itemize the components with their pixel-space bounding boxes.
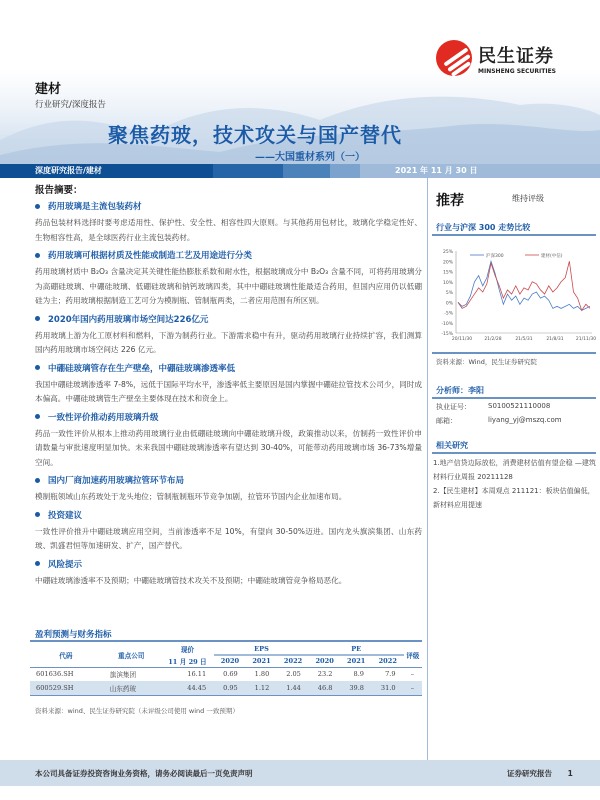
x-tick-label: 20/11/30 (451, 337, 473, 342)
cert-number: S0100521110008 (488, 402, 551, 410)
forecast-table (30, 643, 422, 696)
report-type: 行业研究/深度报告 (35, 100, 106, 110)
cell-pe: 31.0 (372, 681, 404, 695)
cell-price: 44.45 (161, 681, 214, 695)
chart-source: 资料来源：Wind，民生证券研究院 (436, 358, 537, 366)
col-year: 2021 (252, 657, 271, 666)
related-title: 相关研究 (436, 441, 468, 450)
table-row (30, 667, 422, 681)
y-tick-label: 15% (442, 270, 453, 276)
y-tick-label: 20% (442, 260, 453, 266)
section-heading (35, 313, 422, 325)
section-heading-text: 药用玻璃可根据材质及性能或制造工艺及用途进行分类 (48, 251, 253, 261)
section-heading-text: 药用玻璃是主流包装药材 (48, 202, 142, 212)
section-body: 一致性评价推升中硼硅玻璃应用空间，当前渗透率不足 10%，有望向 30-50%迈进。国内龙头旗滨集团、山东药玻、凯盛君恒等加速研发、扩产，国产替代。 (35, 526, 422, 550)
email-link[interactable]: liyang_yj@mszq.com (488, 416, 562, 424)
x-tick-label: 21/5/31 (515, 337, 533, 342)
bullet-icon (35, 253, 40, 258)
table-source-note: 资料来源：wind、民生证券研究院（未评级公司使用 wind 一致预期） (35, 707, 239, 715)
summary-sections (35, 200, 422, 592)
col-price: 现价 (180, 646, 195, 654)
y-tick-label: 10% (442, 280, 453, 286)
cell-pe: 7.9 (385, 670, 396, 679)
col-price-date: 11 月 29 日 (168, 657, 207, 666)
cell-code: 600529.SH (30, 681, 102, 695)
analyst-title: 分析师：李阳 (436, 386, 484, 395)
logo-text-en: MINSHENG SECURITIES (478, 67, 556, 75)
col-year: 2022 (283, 657, 303, 666)
section-body: 药品一致性评价从根本上推动药用玻璃行业由低硼硅玻璃向中硼硅玻璃升级，政策推动以来，仿制药一致性评价申请数量与审批速度明显加快。未来我国中硼硅玻璃渗透率有望达到 30-40%，可能带动药用玻璃市场 36-73%增量空间。 (35, 428, 422, 467)
analyst-divider (432, 397, 596, 399)
col-year: 2021 (347, 657, 366, 666)
cell-price: 16.11 (187, 670, 207, 679)
bullet-icon (35, 204, 40, 209)
cell-eps: 1.44 (277, 681, 309, 695)
bullet-icon (35, 478, 40, 483)
logo-text-cn: 民生证券 (478, 45, 554, 67)
cell-code: 601636.SH (36, 670, 74, 679)
cell-eps: 1.80 (254, 670, 270, 679)
forecast-divider (30, 640, 422, 642)
logo-icon (436, 40, 472, 76)
email-row (436, 416, 562, 426)
col-year: 2020 (220, 657, 240, 666)
section-body: 模制瓶领域山东药玻处于龙头地位；管制瓶制瓶环节竞争加剧，拉管环节国内企业加速布局。 (35, 492, 347, 501)
cell-pe: 8.9 (353, 670, 364, 679)
col-year: 2020 (315, 657, 334, 666)
section-heading (35, 362, 422, 374)
x-tick-label: 21/8/31 (546, 337, 564, 342)
y-tick-label: 25% (442, 250, 453, 255)
report-subtitle: ——大国重材系列（一） (255, 152, 365, 163)
cell-eps: 2.05 (286, 670, 301, 679)
x-tick-label: 21/2/28 (484, 337, 502, 342)
summary-section (35, 474, 422, 505)
y-tick-label: 0% (445, 301, 453, 307)
cert-row (436, 402, 550, 412)
footer-label (507, 768, 573, 779)
section-heading-text: 投资建议 (48, 510, 83, 521)
section-heading-text: 中硼硅玻璃管存在生产壁垒，中硼硅玻璃渗透率低 (48, 363, 236, 374)
footer-report-label: 证券研究报告 (507, 769, 552, 778)
section-heading-text: 2020年国内药用玻璃市场空间达226亿元 (48, 314, 209, 325)
y-tick-label: -10% (441, 321, 453, 327)
email-label: 邮箱： (436, 417, 457, 425)
forecast-title: 盈利预测与财务指标 (35, 630, 112, 640)
section-heading-text: 风险提示 (48, 559, 83, 570)
cell-pe: 39.8 (340, 681, 372, 695)
col-code: 代码 (59, 651, 73, 660)
section-body: 药品包装材料选择时要考虑适用性、保护性、安全性、相容性四大原则。与其他药用包材比，玻璃化学稳定性好、生物相容性高，是全球医药行业主流包装药材。 (35, 218, 422, 242)
column-divider (427, 178, 428, 768)
band-report-label: 深度研究报告/建材 (35, 166, 102, 175)
legend-label: 建材(中信) (541, 254, 563, 259)
col-pe: PE (309, 643, 404, 655)
table-row (30, 681, 422, 695)
cert-label: 执业证号： (436, 403, 471, 411)
cell-rating: – (404, 681, 422, 695)
y-tick-label: 5% (445, 291, 453, 296)
cell-company: 旗滨集团 (109, 671, 137, 680)
section-heading-text: 一致性评价推动药用玻璃升级 (48, 412, 159, 423)
related-divider (432, 452, 596, 454)
summary-section (35, 200, 422, 245)
section-body: 药用玻璃上游为化工原材料和燃料，下游为制药行业。下游需求稳中有升，驱动药用玻璃行业持续扩容，我们测算国内药用玻璃市场空间达 226 亿元。 (35, 330, 422, 354)
section-body: 我国中硼硅玻璃渗透率 7-8%，远低于国际平均水平，渗透率低主要原因是国内掌握中硼硅拉管技术公司少，同时成本偏高。中硼硅玻璃管生产壁垒主要体现在技术和资金上。 (35, 379, 422, 403)
section-heading (35, 558, 422, 570)
related-item[interactable]: 2.【民生建材】本周观点 211121：板块估值偏低，新材料应用提速 (433, 487, 595, 509)
bullet-icon (35, 316, 40, 321)
col-eps: EPS (214, 643, 309, 655)
y-tick-label: -5% (444, 311, 453, 317)
cell-rating: – (410, 670, 414, 679)
summary-section (35, 313, 422, 358)
cell-eps: 0.95 (214, 681, 246, 695)
cell-eps: 0.69 (223, 670, 238, 679)
footer-disclaimer: 本公司具备证券投资咨询业务资格，请务必阅读最后一页免责声明 (35, 769, 253, 778)
col-company: 重点公司 (118, 651, 145, 660)
page-number: 1 (567, 769, 573, 778)
related-list (433, 456, 597, 512)
section-heading (35, 200, 422, 212)
summary-section (35, 558, 422, 589)
bullet-icon (35, 561, 40, 566)
section-heading-text: 国内厂商加速药用玻璃拉管环节布局 (48, 476, 185, 486)
section-heading (35, 474, 422, 486)
chart-title-divider (432, 234, 596, 236)
col-year: 2022 (378, 657, 397, 666)
y-tick-label: -15% (441, 332, 453, 337)
chart-title: 行业与沪深 300 走势比较 (436, 223, 531, 232)
legend-label: 沪深300 (486, 254, 504, 259)
rating: 推荐 (436, 193, 464, 209)
summary-section (35, 411, 422, 471)
cell-eps: 1.12 (246, 681, 278, 695)
section-body: 药用玻璃材质中 B₂O₃ 含量决定其关键性能热膨胀系数和耐水性，根据玻璃成分中 B₂O₃ 含量不同，可将药用玻璃分为高硼硅玻璃、中硼硅玻璃、低硼硅玻璃和钠钙玻璃四类，其中中硼硅玻璃性能最适合药用，但国内应用仍以低硼硅为主；药用玻璃根据制造工艺可分为模制瓶、管制瓶两类，二者应用范围有所区别。 (35, 267, 422, 305)
trend-chart (432, 245, 598, 345)
section-heading (35, 249, 422, 261)
cell-pe: 46.8 (309, 681, 341, 695)
cell-company: 山东药玻 (102, 681, 161, 695)
col-rating: 评级 (406, 651, 420, 660)
cell-pe: 23.2 (317, 670, 333, 679)
sector-label: 建材 (35, 82, 62, 97)
summary-section (35, 362, 422, 407)
summary-section (35, 509, 422, 554)
rating-note: 维持评级 (512, 194, 544, 203)
summary-title: 报告摘要： (35, 185, 83, 196)
series-line (458, 261, 590, 310)
bullet-icon (35, 414, 40, 419)
bullet-icon (35, 512, 40, 517)
company-logo (436, 40, 556, 76)
report-title: 聚焦药玻，技术攻关与国产替代 (108, 123, 402, 147)
related-item[interactable]: 1.地产信贷边际放松，消费建材估值有望企稳 —建筑材料行业周报 20211128 (433, 459, 596, 481)
section-body: 中硼硅玻璃渗透率不及预期；中硼硅玻璃管技术攻关不及预期；中硼硅玻璃管竞争格局恶化。 (35, 575, 347, 585)
section-heading (35, 411, 422, 423)
section-heading (35, 509, 422, 521)
report-date: 2021 年 11 月 30 日 (395, 166, 478, 175)
bullet-icon (35, 365, 40, 370)
chart-divider (432, 352, 596, 354)
summary-section (35, 249, 422, 309)
x-tick-label: 21/11/30 (575, 337, 597, 342)
